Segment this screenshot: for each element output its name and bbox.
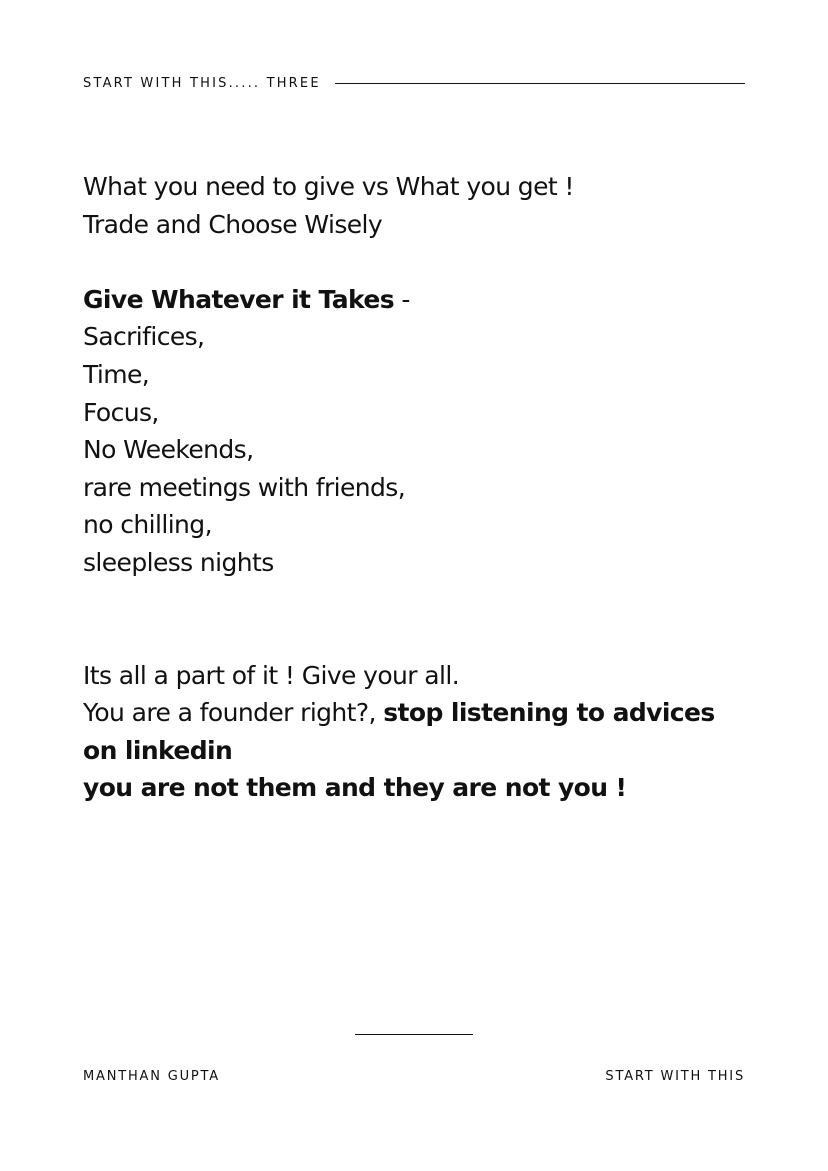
intro-line-1: What you need to give vs What you get ! — [83, 172, 574, 201]
header-rule — [335, 83, 745, 84]
give-item: no chilling, — [83, 510, 212, 540]
give-item: Focus, — [83, 397, 159, 427]
closing-line-3: on linkedin — [83, 735, 233, 765]
footer-author: MANTHAN GUPTA — [83, 1069, 220, 1084]
closing-line-1: Its all a part of it ! Give your all. — [83, 660, 460, 690]
page-header — [83, 72, 745, 94]
spacer — [83, 243, 743, 281]
give-item: Sacrifices, — [83, 322, 205, 352]
page-body — [83, 168, 743, 807]
closing-line-4: you are not them and they are not you ! — [83, 773, 627, 803]
give-item: sleepless nights — [83, 547, 274, 577]
header-label: START WITH THIS..... THREE — [83, 75, 321, 91]
footer-series: START WITH THIS — [605, 1069, 745, 1084]
give-heading-line — [83, 281, 743, 319]
give-item: No Weekends, — [83, 435, 254, 465]
give-item: Time, — [83, 359, 150, 389]
closing-line-2 — [83, 694, 743, 732]
closing-line-2-prefix: You are a founder right?, — [83, 698, 384, 728]
intro-line-2: Trade and Choose Wisely — [83, 209, 383, 239]
give-heading-suffix: - — [394, 284, 410, 314]
footer-rule — [355, 1034, 473, 1035]
give-heading: Give Whatever it Takes — [83, 284, 394, 314]
closing-line-2-bold: stop listening to advices — [383, 698, 715, 728]
give-item: rare meetings with friends, — [83, 472, 406, 502]
spacer — [83, 582, 743, 657]
